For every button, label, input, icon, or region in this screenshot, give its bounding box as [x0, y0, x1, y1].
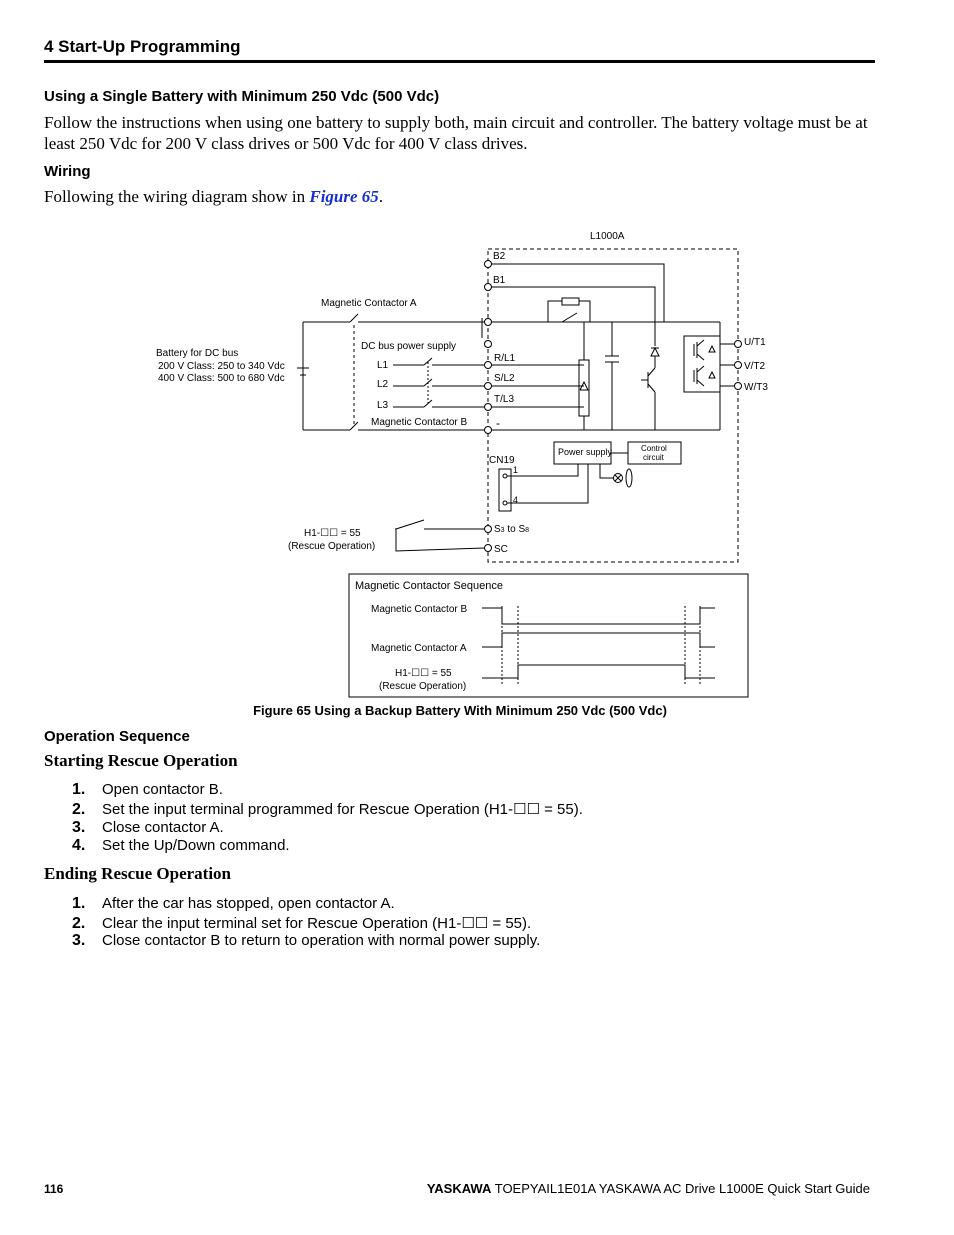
control-circuit-label-1: Control	[641, 444, 667, 453]
step-number: 1.	[72, 781, 86, 798]
terminal-ut1: U/T1	[744, 337, 766, 348]
wiring-text: Following the wiring diagram show in	[44, 187, 310, 206]
cn19-pin4-wire	[507, 464, 588, 503]
bypass-relay	[562, 313, 577, 322]
start-step	[72, 781, 223, 799]
start-step	[72, 819, 224, 837]
step-text: Close contactor A.	[102, 819, 224, 836]
end-step	[72, 895, 395, 913]
input-l3: L3	[377, 400, 389, 411]
timing-title: Magnetic Contactor Sequence	[355, 580, 503, 592]
fan-blade	[626, 469, 632, 487]
s-terminals-label: S3 to S8	[494, 524, 530, 535]
precharge-resistor	[562, 298, 579, 305]
contactor-a-switch	[350, 314, 358, 322]
timing-waveforms	[482, 606, 715, 685]
battery-200v-label: 200 V Class: 250 to 340 Vdc	[158, 361, 285, 372]
battery-label: Battery for DC bus	[156, 348, 239, 359]
contactor-b-label: Magnetic Contactor B	[371, 417, 468, 428]
step-text: Close contactor B to return to operation with normal power supply.	[102, 932, 541, 949]
precharge-bypass	[548, 301, 562, 322]
h1-switch	[396, 520, 424, 529]
start-step	[72, 800, 583, 819]
brake-transistor-e	[648, 384, 655, 392]
h1-switch-wire-top	[395, 529, 484, 551]
b2-wire	[491, 264, 664, 322]
ending-rescue-heading: Ending Rescue Operation	[44, 864, 232, 883]
precharge-wire	[579, 301, 590, 322]
terminal-sc: SC	[494, 544, 508, 555]
step-text: After the car has stopped, open contactor A.	[102, 895, 395, 912]
terminal-b2: B2	[493, 251, 506, 262]
power-supply-label: Power supply	[558, 447, 613, 457]
footer-doc-text: TOEPYAIL1E01A YASKAWA AC Drive L1000E Quick Start Guide	[491, 1181, 870, 1196]
section-heading: Using a Single Battery with Minimum 250 Vdc (500 Vdc)	[44, 88, 440, 105]
step-number: 2.	[72, 801, 86, 818]
brake-diode	[651, 348, 659, 356]
timing-row-h1-label: H1-☐☐ = 55	[395, 668, 452, 679]
section-header: 4 Start-Up Programming	[44, 37, 241, 56]
footer-brand: YASKAWA	[426, 1181, 492, 1196]
step-text: Clear the input terminal set for Rescue Operation (H1-☐☐ = 55).	[102, 915, 532, 932]
timing-row-b-label: Magnetic Contactor B	[371, 604, 468, 615]
step-text: Set the input terminal programmed for Rescue Operation (H1-☐☐ = 55).	[102, 801, 583, 818]
dc-bus-supply-label: DC bus power supply	[361, 341, 457, 352]
h1-sublabel: (Rescue Operation)	[288, 541, 376, 552]
footer-doc-title	[427, 1181, 870, 1196]
terminal-sl2: S/L2	[494, 373, 515, 384]
timing-row-h1-sub: (Rescue Operation)	[379, 681, 467, 692]
wiring-text-end: .	[378, 187, 384, 206]
step-number: 4.	[72, 837, 86, 854]
terminal-tl3: T/L3	[494, 394, 515, 405]
step-number: 3.	[72, 819, 86, 836]
control-circuit-label-2: circuit	[643, 453, 664, 462]
input-l2: L2	[377, 379, 389, 390]
page-number: 116	[44, 1182, 64, 1196]
terminal-vt2: V/T2	[744, 361, 766, 372]
step-number: 3.	[72, 932, 86, 949]
step-number: 1.	[72, 895, 86, 912]
starting-rescue-heading: Starting Rescue Operation	[44, 751, 238, 770]
cn19-label: CN19	[489, 455, 515, 466]
end-step	[72, 932, 540, 950]
intro-paragraph: Follow the instructions when using one battery to supply both, main circuit and controller. The battery voltage must be at least 250 Vdc for 200 V class drives or 500 Vdc for 400 V class drives.	[44, 113, 868, 153]
figure-65-link[interactable]: Figure 65	[309, 187, 379, 206]
wiring-heading: Wiring	[44, 163, 91, 180]
step-text: Set the Up/Down command.	[102, 837, 290, 854]
terminal-b1: B1	[493, 275, 506, 286]
terminal-circles	[485, 261, 742, 552]
operation-sequence-heading: Operation Sequence	[44, 728, 190, 745]
ps-to-fan	[600, 464, 614, 478]
cn19-pin-4: 4	[513, 495, 519, 505]
end-step	[72, 914, 531, 933]
terminal-wt3: W/T3	[744, 382, 768, 393]
contactor-a-label: Magnetic Contactor A	[321, 298, 417, 309]
input-l1: L1	[377, 360, 389, 371]
start-step	[72, 837, 290, 855]
minus-terminal-label: -	[496, 416, 500, 430]
terminal-rl1: R/L1	[494, 353, 516, 364]
h1-label: H1-☐☐ = 55	[304, 528, 361, 539]
battery-400v-label: 400 V Class: 500 to 680 Vdc	[158, 373, 285, 384]
step-text: Open contactor B.	[102, 781, 223, 798]
step-number: 2.	[72, 915, 86, 932]
figure-caption: Figure 65 Using a Backup Battery With Minimum 250 Vdc (500 Vdc)	[253, 703, 667, 718]
inverter	[684, 336, 720, 392]
brake-transistor-c	[648, 368, 655, 376]
cn19-pin-1: 1	[513, 465, 519, 475]
inverter-igbts	[694, 340, 715, 386]
drive-model-label: L1000A	[590, 231, 625, 242]
timing-row-a-label: Magnetic Contactor A	[371, 643, 467, 654]
drive-boundary	[488, 249, 738, 562]
